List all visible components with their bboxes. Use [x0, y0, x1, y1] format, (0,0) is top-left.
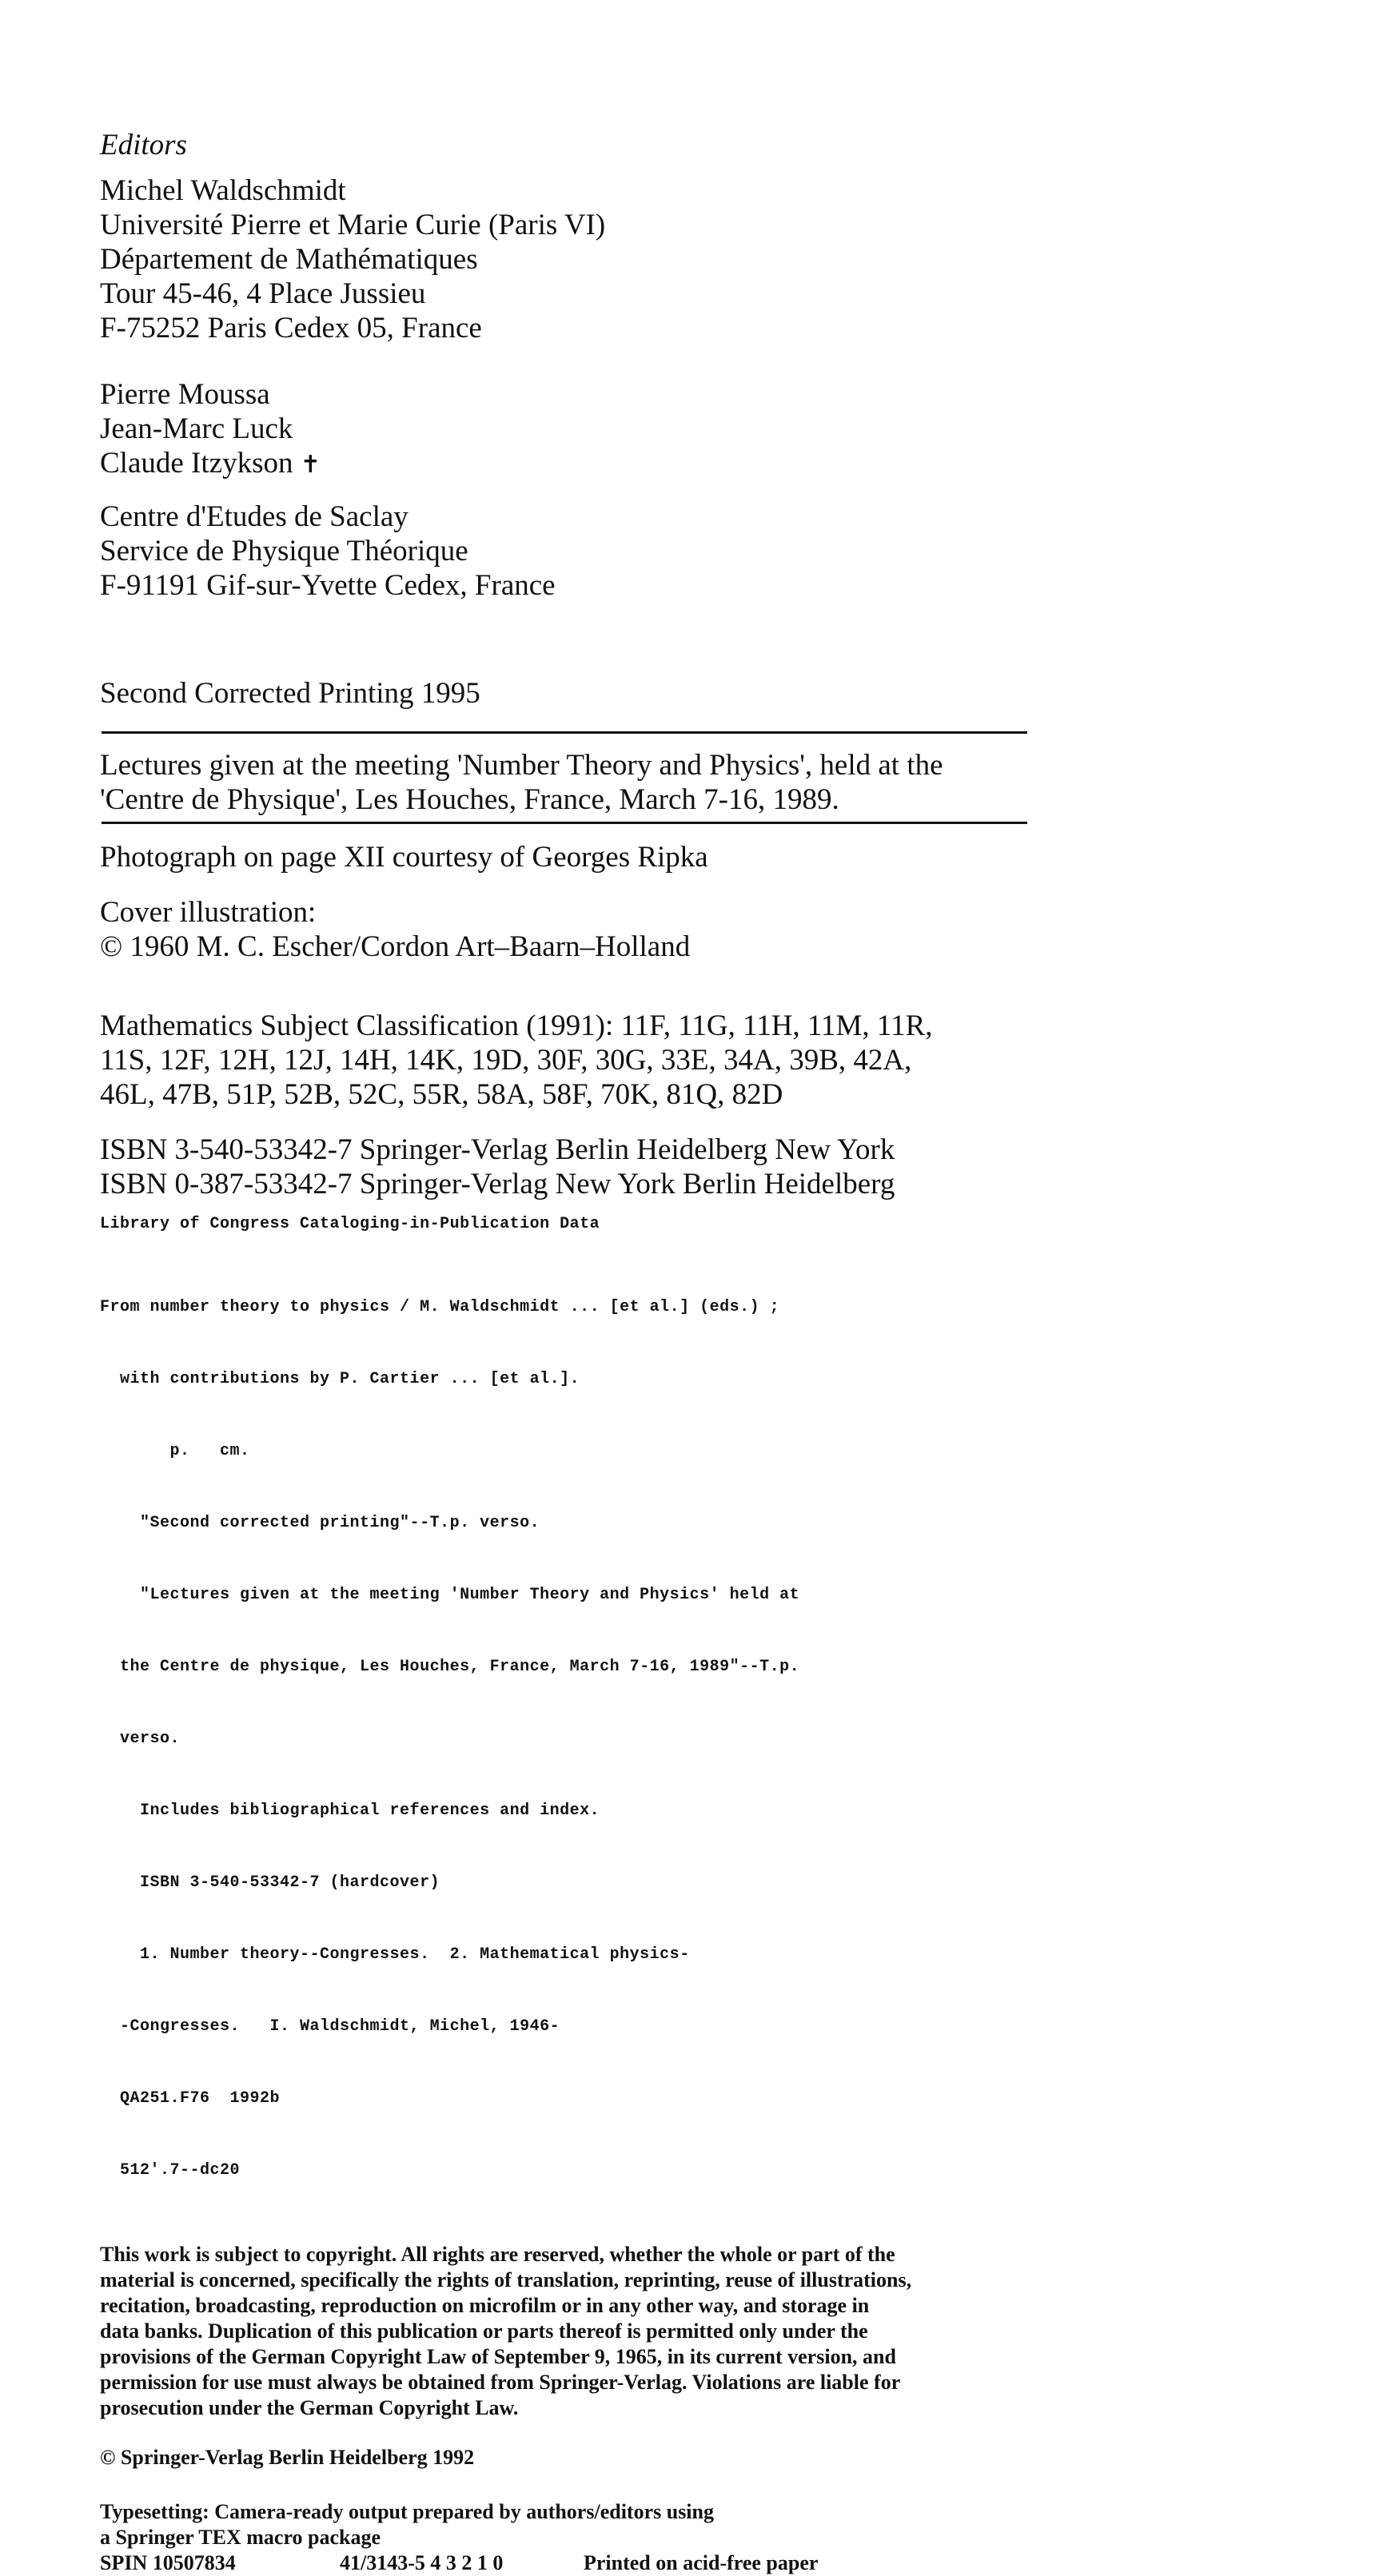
cip-line: "Lectures given at the meeting 'Number Theory and Physics' held at	[100, 1586, 800, 1604]
address-line: Michel Waldschmidt	[100, 174, 346, 207]
cip-line: 1. Number theory--Congresses. 2. Mathematical physics-	[100, 1945, 690, 1964]
print-run-number: 41/3143-5 4 3 2 1 0	[340, 2551, 504, 2574]
editor-name: Claude Itzykson	[100, 447, 293, 480]
isbn-line: ISBN 3-540-53342-7 Springer-Verlag Berlin Heidelberg New York	[100, 1133, 895, 1166]
legal-line: permission for use must always be obtained from Springer-Verlag. Violations are liable for	[100, 2371, 901, 2394]
cover-credit: © 1960 M. C. Escher/Cordon Art–Baarn–Holland	[100, 930, 691, 963]
cip-line: From number theory to physics / M. Waldschmidt ... [et al.] (eds.) ;	[100, 1298, 780, 1316]
photo-credit: Photograph on page XII courtesy of Georges Ripka	[100, 841, 708, 874]
cip-line: p. cm.	[100, 1442, 250, 1460]
subject-classification	[100, 1009, 1059, 1112]
copyright-notice	[100, 2242, 1055, 2421]
cip-line: with contributions by P. Cartier ... [et al.].	[100, 1370, 580, 1388]
legal-line: prosecution under the German Copyright Law.	[100, 2396, 519, 2419]
cip-line: "Second corrected printing"--T.p. verso.	[100, 1514, 540, 1532]
cip-line: ISBN 3-540-53342-7 (hardcover)	[100, 1873, 440, 1892]
cip-line: the Centre de physique, Les Houches, France, March 7-16, 1989"--T.p.	[100, 1658, 800, 1676]
paper-note: Printed on acid-free paper	[584, 2551, 819, 2574]
lectures-note	[100, 748, 1059, 817]
address-line: Service de Physique Théorique	[100, 535, 468, 567]
address-line: Tour 45-46, 4 Place Jussieu	[100, 277, 426, 310]
cip-data	[100, 1248, 1059, 2231]
deceased-cross-icon: ✝	[300, 451, 321, 479]
spin-row	[100, 2550, 1059, 2576]
editor-address-waldschmidt	[100, 173, 1059, 345]
msc-line: 46L, 47B, 51P, 52B, 52C, 55R, 58A, 58F, 70K, 81Q, 82D	[100, 1078, 783, 1111]
typesetting-note	[100, 2499, 1059, 2550]
isbn-line: ISBN 0-387-53342-7 Springer-Verlag New York Berlin Heidelberg	[100, 1168, 895, 1200]
legal-line: material is concerned, specifically the rights of translation, reprinting, reuse of illustrations,	[100, 2268, 912, 2291]
cip-line: 512'.7--dc20	[100, 2161, 241, 2180]
lectures-line: Lectures given at the meeting 'Number Theory and Physics', held at the	[100, 749, 943, 782]
legal-line: recitation, broadcasting, reproduction on microfilm or in any other way, and storage in	[100, 2294, 870, 2317]
typesetting-line: Typesetting: Camera-ready output prepared by authors/editors using	[100, 2500, 714, 2523]
cip-heading: Library of Congress Cataloging-in-Publication Data	[100, 1215, 600, 1233]
editor-address-saclay	[100, 500, 1059, 603]
printing-note: Second Corrected Printing 1995	[100, 677, 480, 710]
legal-line: provisions of the German Copyright Law of September 9, 1965, in its current version, and	[100, 2345, 896, 2368]
cip-line: verso.	[100, 1730, 181, 1748]
address-line: Département de Mathématiques	[100, 243, 478, 276]
editor-names	[100, 377, 1059, 482]
address-line: Université Pierre et Marie Curie (Paris VI)	[100, 209, 606, 241]
legal-line: data banks. Duplication of this publication or parts thereof is permitted only under the	[100, 2319, 868, 2343]
address-line: F-75252 Paris Cedex 05, France	[100, 312, 482, 344]
cip-line: -Congresses. I. Waldschmidt, Michel, 1946-	[100, 2017, 560, 2036]
msc-line: Mathematics Subject Classification (1991): 11F, 11G, 11H, 11M, 11R,	[100, 1009, 933, 1042]
address-line: F-91191 Gif-sur-Yvette Cedex, France	[100, 569, 556, 602]
typesetting-line: a Springer TEX macro package	[100, 2526, 381, 2549]
cip-line: QA251.F76 1992b	[100, 2089, 281, 2108]
spin-code: SPIN 10507834	[100, 2551, 236, 2574]
cover-label: Cover illustration:	[100, 896, 317, 929]
isbn-block	[100, 1133, 1059, 1201]
editor-name: Pierre Moussa	[100, 378, 270, 411]
editor-name: Jean-Marc Luck	[100, 412, 293, 445]
divider-top	[102, 731, 1027, 734]
lectures-line: 'Centre de Physique', Les Houches, France, March 7-16, 1989.	[100, 783, 839, 816]
editor-name-itzykson	[100, 446, 1059, 482]
address-line: Centre d'Etudes de Saclay	[100, 500, 409, 533]
editors-heading: Editors	[100, 129, 187, 161]
legal-line: This work is subject to copyright. All rights are reserved, whether the whole or part of the	[100, 2243, 895, 2266]
copyright-page	[100, 128, 1059, 2576]
publisher-copyright: © Springer-Verlag Berlin Heidelberg 1992	[100, 2446, 475, 2469]
cip-line: Includes bibliographical references and index.	[100, 1802, 600, 1820]
msc-line: 11S, 12F, 12H, 12J, 14H, 14K, 19D, 30F, 30G, 33E, 34A, 39B, 42A,	[100, 1044, 912, 1077]
